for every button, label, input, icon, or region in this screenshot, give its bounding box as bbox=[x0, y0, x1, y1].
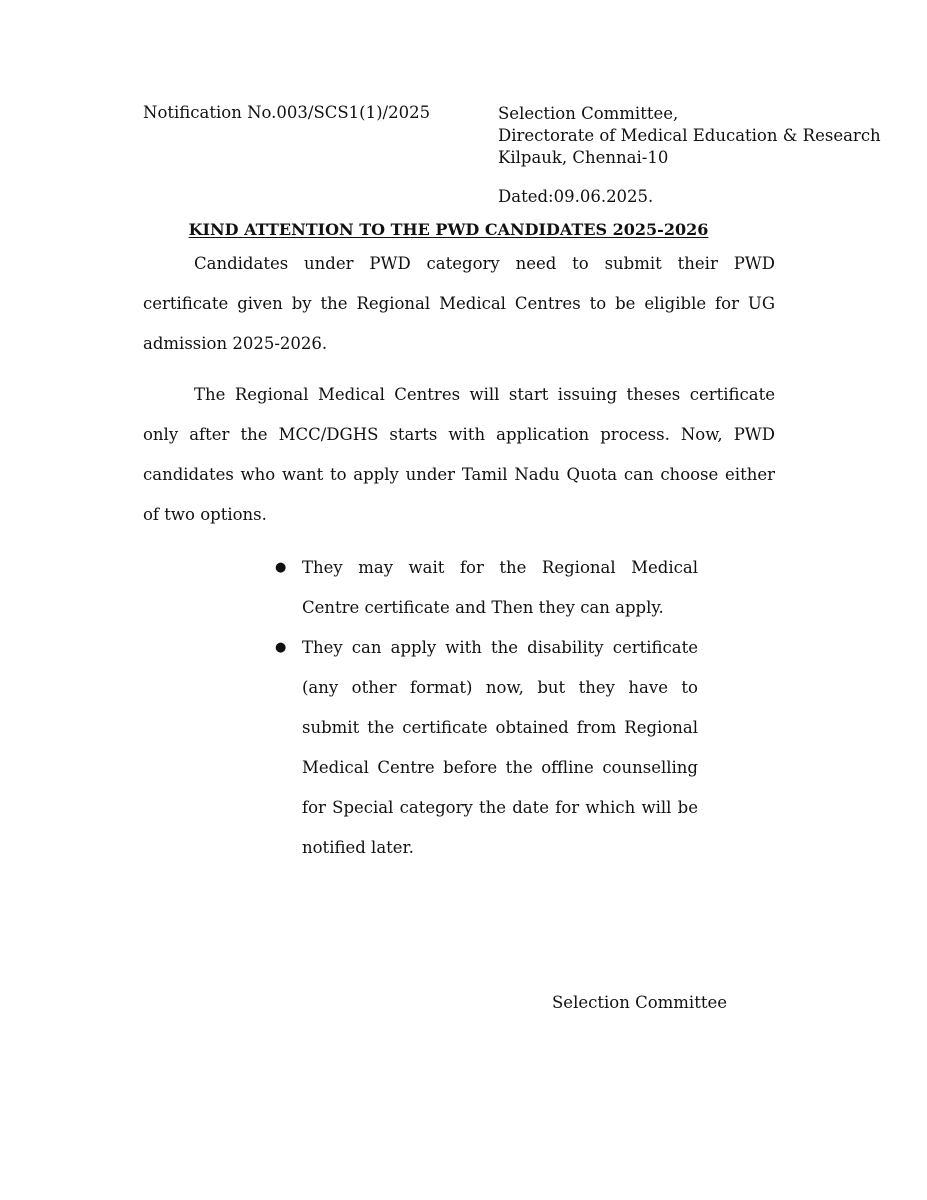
option-item-2 bbox=[270, 628, 698, 868]
address-line-3: Kilpauk, Chennai-10 bbox=[498, 148, 669, 167]
option-text-1: They may wait for the Regional Medical Centre certificate and Then they can apply. bbox=[302, 558, 698, 617]
paragraph-1: Candidates under PWD category need to submit their PWD certificate given by the Regional Medical Centres to be eligible for UG admission 2025-2026. bbox=[143, 254, 775, 353]
option-item-1 bbox=[270, 548, 698, 628]
paragraph-2: The Regional Medical Centres will start issuing theses certificate only after the MCC/DGHS starts with application process. Now, PWD candidates who want to apply under Tamil Nadu Quota can choose either of two options. bbox=[143, 385, 775, 524]
options-list bbox=[270, 548, 698, 868]
signature-block: Selection Committee bbox=[552, 993, 727, 1012]
date-line: Dated:09.06.2025. bbox=[498, 187, 654, 206]
sender-address bbox=[498, 103, 881, 169]
bullet-icon: ● bbox=[275, 560, 287, 575]
bullet-icon: ● bbox=[275, 640, 287, 655]
option-text-2: They can apply with the disability certificate (any other format) now, but they have to submit the certificate obtained from Regional Medical Centre before the offline counselling for Special category the date for which will be notified later. bbox=[302, 638, 698, 857]
address-line-1: Selection Committee, bbox=[498, 104, 679, 123]
address-line-2: Directorate of Medical Education & Research bbox=[498, 126, 881, 145]
notice-title: KIND ATTENTION TO THE PWD CANDIDATES 2025-2026 bbox=[188, 220, 709, 239]
notification-number: Notification No.003/SCS1(1)/2025 bbox=[143, 103, 431, 122]
